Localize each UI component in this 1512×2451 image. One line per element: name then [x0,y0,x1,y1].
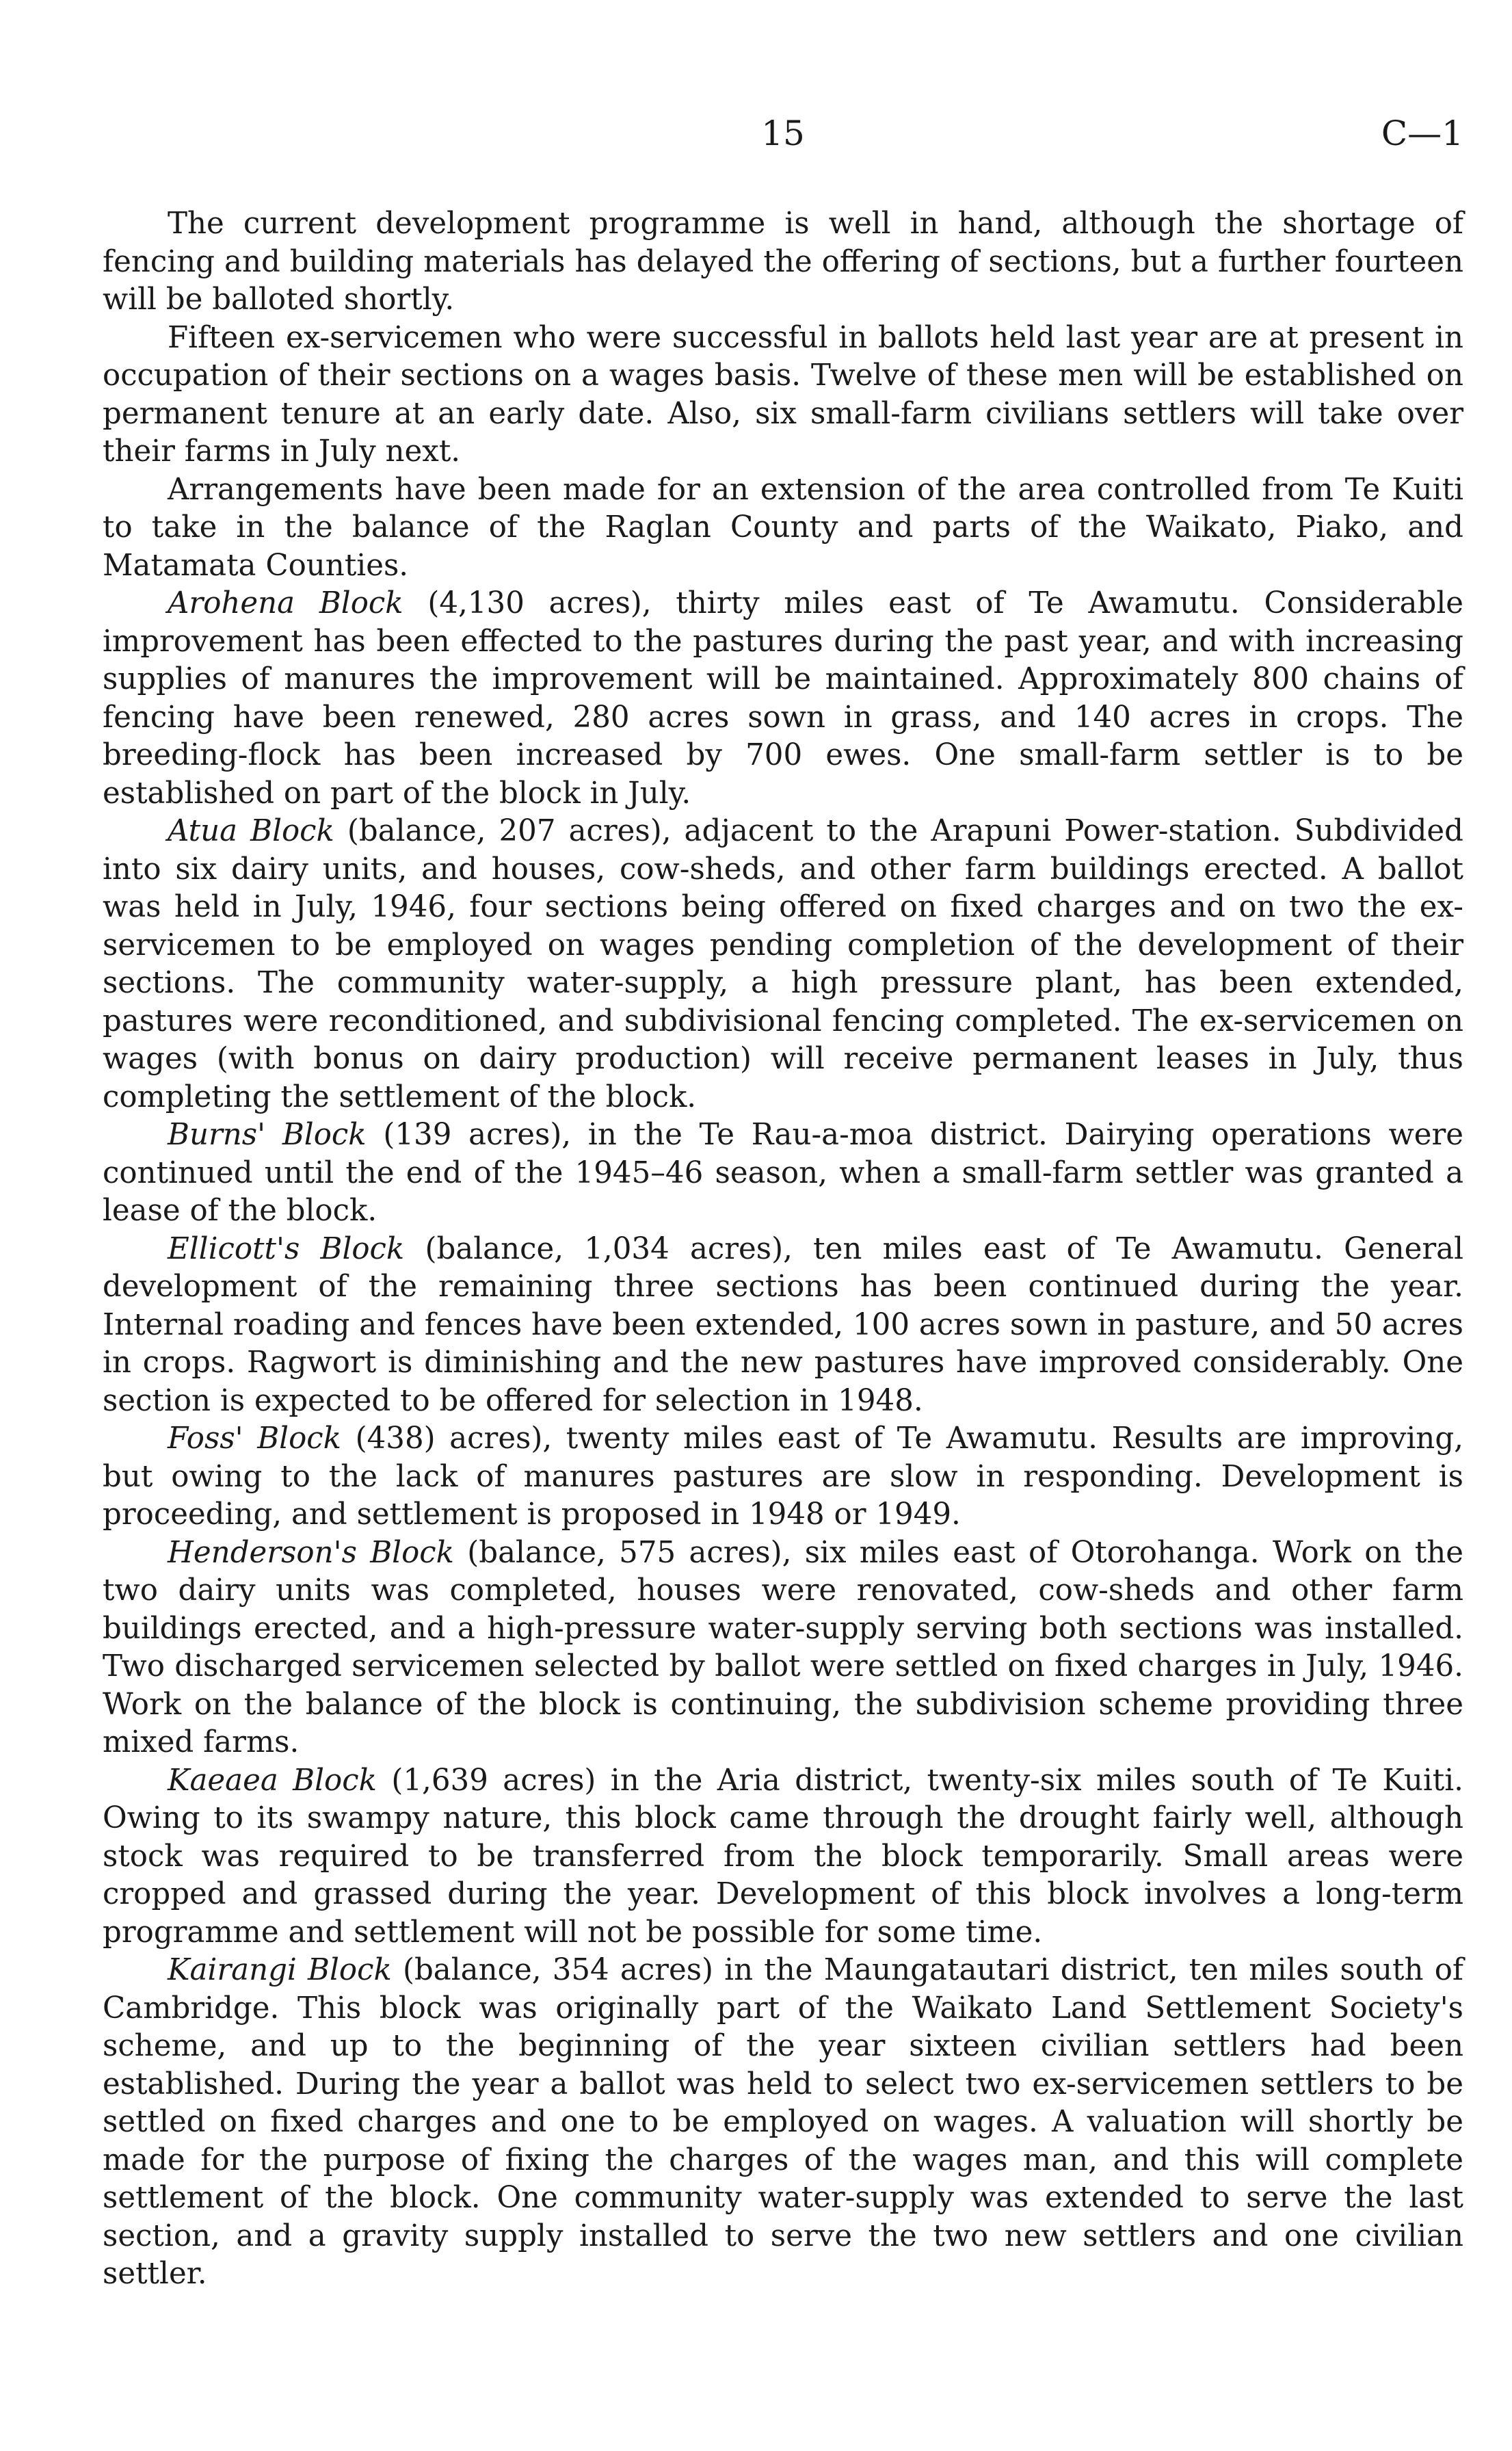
page-number: 15 [761,114,805,153]
paragraph-text: (balance, 354 acres) in the Maungatautari district, ten miles south of Cambridge. This block was originally part of the Waikato Land Settlement Society's scheme, and up to the beginning of the year sixteen civilian settlers had been established. During the year a ballot was held to select two ex-servicemen settlers to be settled on fixed charges and one to be employed on wages. A valuation will shortly be made for the purpose of fixing the charges of the wages man, and this will complete settlement of the block. One community water-supply was extended to serve the last section, and a gravity supply installed to serve the two new settlers and one civilian settler. [103,1953,1463,2291]
paragraph-atua-block [103,813,1463,1116]
paragraph-text: (438) acres), twenty miles east of Te Awamutu. Results are improving, but owing to the lack of manures pastures are slow in responding. Development is proceeding, and settlement is proposed in 1948 or 1949. [103,1421,1463,1532]
block-name: Kairangi Block [168,1953,392,1987]
paragraph-kaeaea-block [103,1762,1463,1952]
body-text [103,205,1463,2294]
block-name: Kaeaea Block [168,1763,377,1798]
block-name: Ellicott's Block [168,1231,405,1266]
paragraph-arohena-block [103,585,1463,813]
paragraph-kairangi-block [103,1952,1463,2294]
block-name: Foss' Block [168,1421,342,1456]
paragraph-text: Fifteen ex-servicemen who were successful in ballots held last year are at present in occupation of their sections on a wages basis. Twelve of these men will be established on permanent tenure at an early date. Also, six small-farm civilians settlers will take over their farms in July next. [103,320,1463,469]
paragraph-text: (1,639 acres) in the Aria district, twenty-six miles south of Te Kuiti. Owing to its swampy nature, this block came through the drought fairly well, although stock was required to be transferred from the block temporarily. Small areas were cropped and grassed during the year. Development of this block involves a long-term programme and settlement will not be possible for some time. [103,1763,1464,1950]
paragraph-text: (balance, 1,034 acres), ten miles east of Te Awamutu. General development of the remaining three sections has been continued during the year. Internal roading and fences have been extended, 100 acres sown in pasture, and 50 acres in crops. Ragwort is diminishing and the new pastures have improved considerably. One section is expected to be offered for selection in 1948. [103,1231,1463,1418]
page-header [103,109,1463,157]
paragraph-foss-block [103,1420,1463,1534]
document-code: C—1 [1381,114,1463,153]
paragraph-arrangements [103,471,1463,586]
paragraph-text: (balance, 207 acres), adjacent to the Arapuni Power-station. Subdivided into six dairy units, and houses, cow-sheds, and other farm buildings erected. A ballot was held in July, 1946, four sections being offered on fixed charges and on two the ex-servicemen to be employed on wages pending completion of the development of their sections. The community water-supply, a high pressure plant, has been extended, pastures were reconditioned, and subdivisional fencing completed. The ex-servicemen on wages (with bonus on dairy production) will receive permanent leases in July, thus completing the settlement of the block. [103,814,1464,1114]
paragraph-text: (4,130 acres), thirty miles east of Te Awamutu. Considerable improvement has been effected to the pastures during the past year, and with increasing supplies of manures the improvement will be maintained. Approximately 800 chains of fencing have been renewed, 280 acres sown in grass, and 140 acres in crops. The breeding-flock has been increased by 700 ewes. One small-farm settler is to be established on part of the block in July. [103,586,1463,811]
paragraph-intro [103,205,1463,319]
paragraph-text: (139 acres), in the Te Rau-a-moa district. Dairying operations were continued until the end of the 1945–46 season, when a small-farm settler was granted a lease of the block. [103,1118,1463,1228]
paragraph-hendersons-block [103,1534,1463,1762]
paragraph-ex-servicemen [103,319,1463,471]
paragraph-burns-block [103,1116,1463,1231]
block-name: Atua Block [168,814,334,848]
block-name: Arohena Block [168,586,403,620]
block-name: Burns' Block [168,1118,367,1152]
paragraph-text: The current development programme is well in hand, although the shortage of fencing and building materials has delayed the offering of sections, but a further fourteen will be balloted shortly. [103,207,1463,317]
paragraph-text: (balance, 575 acres), six miles east of Otorohanga. Work on the two dairy units was completed, houses were renovated, cow-sheds and other farm buildings erected, and a high-pressure water-supply serving both sections was installed. Two discharged servicemen selected by ballot were settled on fixed charges in July, 1946. Work on the balance of the block is continuing, the subdivision scheme providing three mixed farms. [103,1535,1463,1759]
paragraph-text: Arrangements have been made for an extension of the area controlled from Te Kuiti to take in the balance of the Raglan County and parts of the Waikato, Piako, and Matamata Counties. [103,472,1463,583]
paragraph-ellicotts-block [103,1231,1463,1421]
block-name: Henderson's Block [168,1535,454,1570]
